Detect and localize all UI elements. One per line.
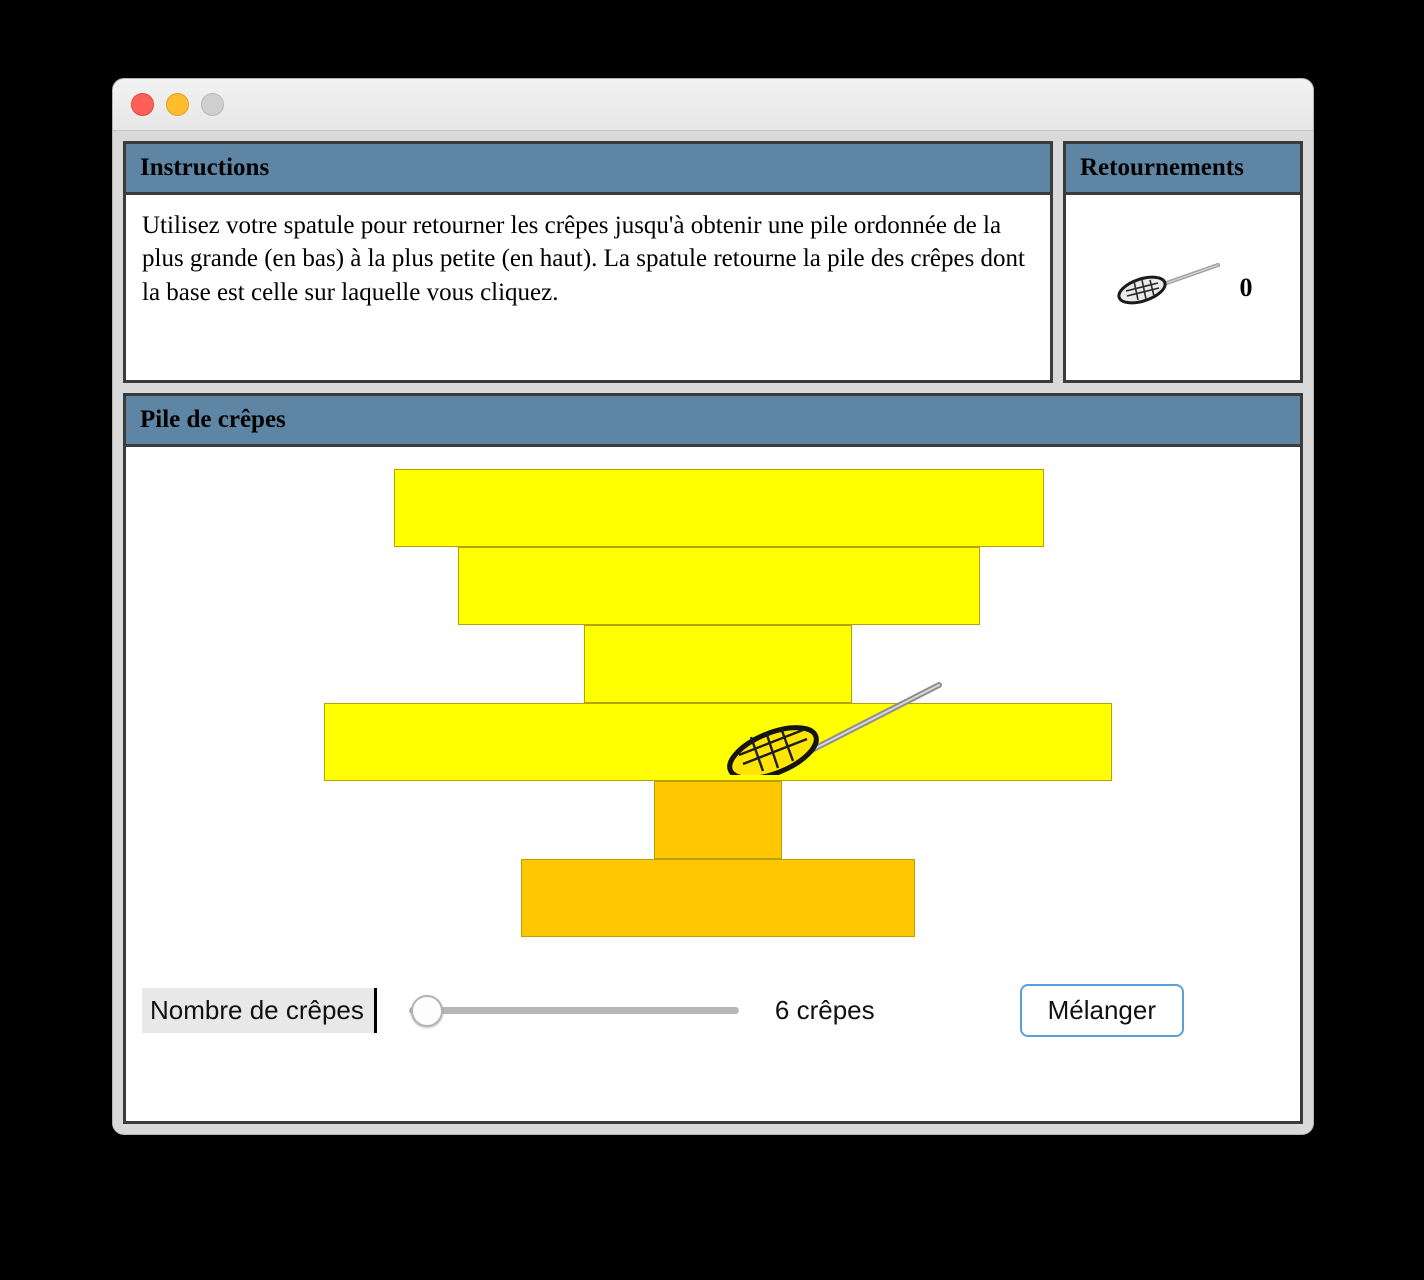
pancake-0[interactable]	[394, 469, 1044, 547]
window-titlebar	[113, 79, 1313, 131]
pancake-5[interactable]	[521, 859, 915, 937]
spatula-icon	[1114, 259, 1224, 316]
flips-body	[1066, 195, 1300, 380]
app-window	[112, 78, 1314, 1135]
flips-count: 0	[1239, 272, 1253, 302]
pancake-count-value: 6 crêpes	[774, 995, 875, 1025]
top-row	[123, 141, 1303, 383]
slider-thumb[interactable]	[411, 995, 443, 1027]
pancake-1[interactable]	[458, 547, 980, 625]
close-window-button[interactable]	[131, 93, 154, 116]
stack-canvas[interactable]	[126, 447, 1300, 1121]
pancake-count-slider[interactable]	[409, 996, 739, 1026]
flips-title: Retournements	[1066, 144, 1300, 195]
instructions-title: Instructions	[126, 144, 1050, 195]
stack-controls	[142, 984, 1284, 1037]
pancake-count-label: Nombre de crêpes	[142, 988, 377, 1033]
window-body	[113, 131, 1313, 1134]
shuffle-button[interactable]: Mélanger	[1020, 984, 1184, 1037]
slider-track[interactable]	[409, 1007, 739, 1014]
pancake-4[interactable]	[654, 781, 782, 859]
stack-title: Pile de crêpes	[126, 396, 1300, 447]
minimize-window-button[interactable]	[166, 93, 189, 116]
maximize-window-button[interactable]	[201, 93, 224, 116]
instructions-panel	[123, 141, 1053, 383]
pancake-2[interactable]	[584, 625, 852, 703]
pancake-3[interactable]	[324, 703, 1112, 781]
pancake-stack-panel	[123, 393, 1303, 1124]
flips-panel	[1063, 141, 1303, 383]
instructions-text: Utilisez votre spatule pour retourner les crêpes jusqu'à obtenir une pile ordonnée de la plus grande (en bas) à la plus petite (en haut). La spatule retourne la pile des crêpes dont la base est celle sur laquelle vous cliquez.	[142, 212, 1026, 306]
